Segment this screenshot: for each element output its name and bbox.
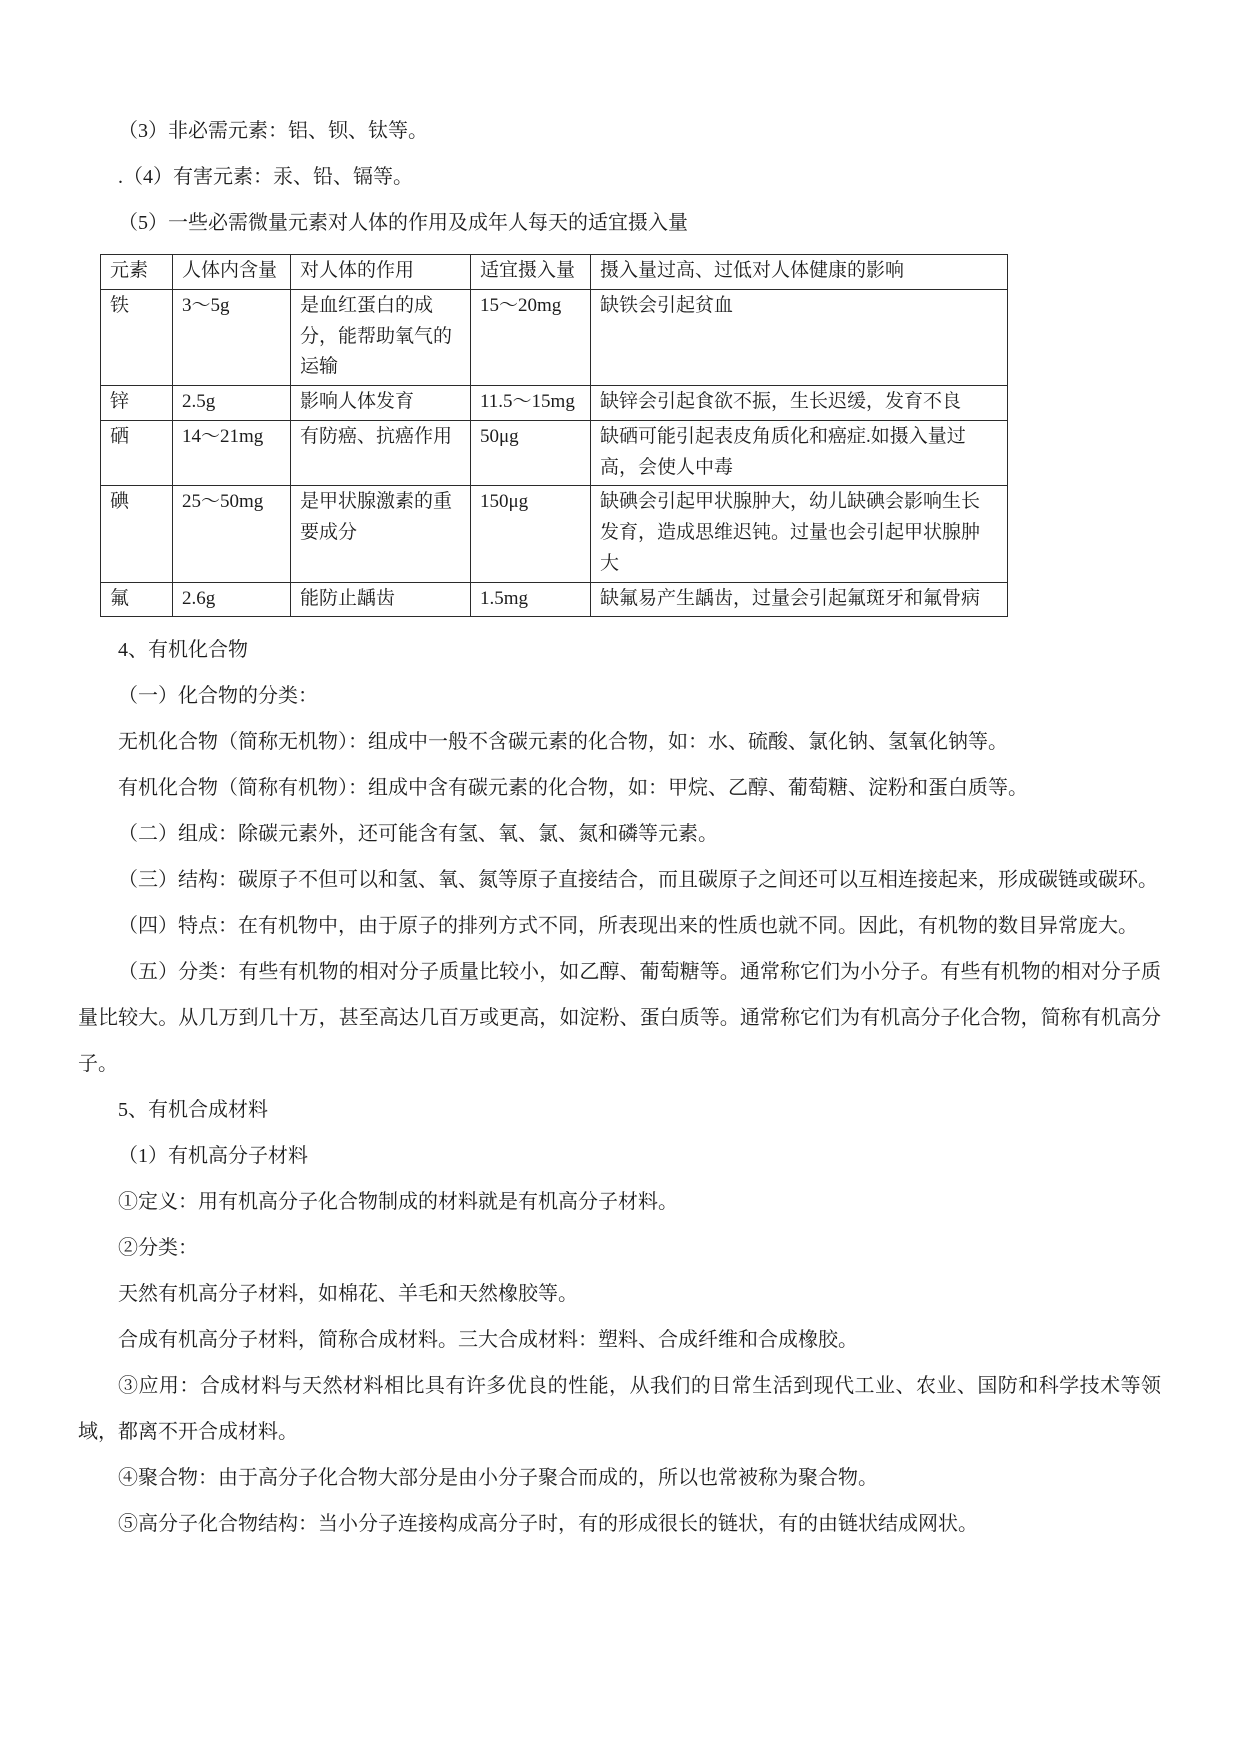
paragraph: ③应用：合成材料与天然材料相比具有许多优良的性能，从我们的日常生活到现代工业、农业、国防和科学技术等领域，都离不开合成材料。 <box>78 1375 1161 1444</box>
table-row <box>101 486 1008 582</box>
paragraph: ⑤高分子化合物结构：当小分子连接构成高分子时，有的形成很长的链状，有的由链状结成网状。 <box>118 1513 978 1536</box>
table-cell: 缺锌会引起食欲不振，生长迟缓，发育不良 <box>591 386 1008 421</box>
table-row <box>101 386 1008 421</box>
table-cell: 硒 <box>101 420 173 486</box>
table-header-cell: 元素 <box>101 255 173 290</box>
table-cell: 氟 <box>101 582 173 617</box>
table-cell: 铁 <box>101 289 173 385</box>
table-cell: 缺氟易产生龋齿，过量会引起氟斑牙和氟骨病 <box>591 582 1008 617</box>
pre-table-paragraphs <box>78 108 1161 246</box>
paragraph: （1）有机高分子材料 <box>118 1145 308 1168</box>
trace-elements-table <box>100 254 1008 617</box>
table-row <box>101 289 1008 385</box>
table-cell: 碘 <box>101 486 173 582</box>
paragraph: （三）结构：碳原子不但可以和氢、氧、氮等原子直接结合，而且碳原子之间还可以互相连接起来，形成碳链或碳环。 <box>118 869 1158 892</box>
table-cell: 25～50mg <box>173 486 291 582</box>
table-cell: 2.5g <box>173 386 291 421</box>
table-cell: 50μg <box>471 420 591 486</box>
paragraph: 有机化合物（简称有机物）：组成中含有碳元素的化合物，如：甲烷、乙醇、葡萄糖、淀粉和蛋白质等。 <box>118 777 1028 800</box>
paragraph: 天然有机高分子材料，如棉花、羊毛和天然橡胶等。 <box>118 1283 578 1306</box>
paragraph: （五）分类：有些有机物的相对分子质量比较小，如乙醇、葡萄糖等。通常称它们为小分子。有些有机物的相对分子质量比较大。从几万到几十万，甚至高达几百万或更高，如淀粉、蛋白质等。通常称它们为有机高分子化合物，简称有机高分子。 <box>78 961 1161 1076</box>
table-cell: 14～21mg <box>173 420 291 486</box>
table-cell: 是甲状腺激素的重要成分 <box>291 486 471 582</box>
paragraph: （四）特点：在有机物中，由于原子的排列方式不同，所表现出来的性质也就不同。因此，有机物的数目异常庞大。 <box>118 915 1138 938</box>
table-cell: 影响人体发育 <box>291 386 471 421</box>
table-cell: 缺铁会引起贫血 <box>591 289 1008 385</box>
table-cell: 有防癌、抗癌作用 <box>291 420 471 486</box>
paragraph: 合成有机高分子材料，简称合成材料。三大合成材料：塑料、合成纤维和合成橡胶。 <box>118 1329 858 1352</box>
paragraph: 5、有机合成材料 <box>118 1099 268 1122</box>
table-cell: 能防止龋齿 <box>291 582 471 617</box>
table-body <box>101 289 1008 617</box>
post-table-paragraphs <box>78 627 1161 1547</box>
table-header-cell: 人体内含量 <box>173 255 291 290</box>
table-cell: 1.5mg <box>471 582 591 617</box>
table-header-cell: 对人体的作用 <box>291 255 471 290</box>
table-header-row <box>101 255 1008 290</box>
paragraph: 无机化合物（简称无机物）：组成中一般不含碳元素的化合物，如：水、硫酸、氯化钠、氢氧化钠等。 <box>118 731 1008 754</box>
paragraph: .（4）有害元素：汞、铅、镉等。 <box>118 166 413 188</box>
paragraph: ④聚合物：由于高分子化合物大部分是由小分子聚合而成的，所以也常被称为聚合物。 <box>118 1467 878 1490</box>
table-cell: 3～5g <box>173 289 291 385</box>
paragraph: （5）一些必需微量元素对人体的作用及成年人每天的适宜摄入量 <box>118 212 688 234</box>
paragraph: （3）非必需元素：铝、钡、钛等。 <box>118 120 428 142</box>
paragraph: （二）组成：除碳元素外，还可能含有氢、氧、氯、氮和磷等元素。 <box>118 823 718 846</box>
table-cell: 锌 <box>101 386 173 421</box>
table-cell: 缺碘会引起甲状腺肿大，幼儿缺碘会影响生长发育，造成思维迟钝。过量也会引起甲状腺肿大 <box>591 486 1008 582</box>
paragraph: ①定义：用有机高分子化合物制成的材料就是有机高分子材料。 <box>118 1191 678 1214</box>
table-row <box>101 420 1008 486</box>
paragraph: ②分类： <box>118 1237 198 1260</box>
table-row <box>101 582 1008 617</box>
paragraph: 4、有机化合物 <box>118 639 248 662</box>
table-header-cell: 适宜摄入量 <box>471 255 591 290</box>
table-header-cell: 摄入量过高、过低对人体健康的影响 <box>591 255 1008 290</box>
table-cell: 缺硒可能引起表皮角质化和癌症.如摄入量过高，会使人中毒 <box>591 420 1008 486</box>
table-cell: 150μg <box>471 486 591 582</box>
table-cell: 11.5～15mg <box>471 386 591 421</box>
paragraph: （一）化合物的分类： <box>118 685 318 708</box>
table-cell: 2.6g <box>173 582 291 617</box>
table-cell: 是血红蛋白的成分，能帮助氧气的运输 <box>291 289 471 385</box>
table-cell: 15～20mg <box>471 289 591 385</box>
